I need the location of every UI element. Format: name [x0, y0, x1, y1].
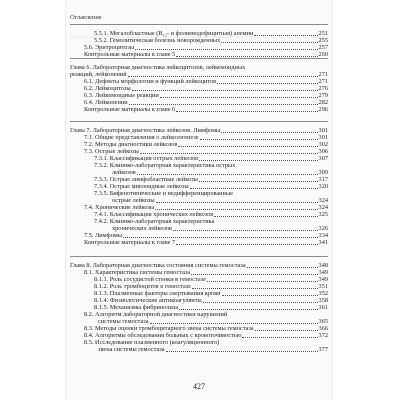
toc-page-number: 372 [318, 332, 328, 339]
toc-entry-title: 7.3.5. Бифенотипические и недифференцированные [94, 190, 233, 197]
toc-page-number: 325 [318, 211, 328, 218]
toc-entry-title: 8.3. Методы оценки тромбоцитарного звена системы гемостаза [84, 325, 254, 332]
toc-entry-title: 7.3.1. Классификация острых лейкозов [94, 155, 199, 162]
toc-entry-title: острые лейкозы [112, 197, 155, 204]
toc-page-number: 317 [318, 176, 328, 183]
toc-page-number: 348 [318, 262, 328, 269]
toc-page-number: 377 [318, 346, 328, 353]
toc-entry-title: 5.5.1. Мегалобластные (B₁₂- и фолиеводефицитная) анемии [94, 30, 254, 37]
toc-entry-title: Глава 8. Лабораторная диагностика состояния системы гемостаза [70, 262, 246, 269]
toc-page-number: 306 [318, 148, 328, 155]
toc-entry-title: 6.4. Лейкопении [84, 99, 128, 106]
toc-entry-title: 7.3.3. Острые лимфобластные лейкозы [94, 176, 198, 183]
running-head: Оглавление [70, 14, 102, 21]
toc-entry-title: Контрольные материалы к главе 5 [84, 51, 176, 58]
toc-leader-dots [166, 351, 318, 352]
toc-leader-dots [176, 56, 317, 57]
toc-entry-title: 5.6. Эритроцитозы [84, 44, 135, 51]
toc-page-number: 324 [318, 204, 328, 211]
toc-page-number: 251 [318, 30, 328, 37]
toc-entry-title: системы гемостаза [98, 318, 149, 325]
toc-page-number: 358 [318, 297, 328, 304]
toc-page-number: 320 [318, 183, 328, 190]
toc-entry-title: Контрольные материалы к главе 6 [84, 106, 176, 113]
section-rule [70, 256, 328, 257]
toc-page-number: 257 [318, 44, 328, 51]
toc-entry-title: 8.1.2. Роль тромбоцитов в гемостазе [94, 283, 192, 290]
toc-entry-title: 7.5. Лимфомы [84, 232, 122, 239]
toc-page-number: 365 [318, 318, 328, 325]
toc-entry-title: 8.1. Характеристика системы гемостаза [84, 269, 191, 276]
toc-leader-dots [176, 244, 317, 245]
toc-page-number: 301 [318, 127, 328, 134]
toc-entry-title: Глава 7. Лабораторная диагностика лейкозов. Лимфомы [70, 127, 221, 134]
toc-page-number: 302 [318, 141, 328, 148]
toc-entry-title: Контрольные материалы к главе 7 [84, 239, 176, 246]
toc-entry-title: 7.3.2. Клинико-лабораторная характеристика острых [94, 162, 236, 169]
page-number: 427 [193, 382, 205, 391]
toc-entry-title: лейкозов [112, 169, 136, 176]
toc-entry-title: 8.4. Алгоритмы обследования больных с кровоточивостью [84, 332, 242, 339]
toc-entry [70, 51, 328, 58]
header-rule [70, 24, 328, 25]
toc-page-number: 326 [318, 225, 328, 232]
toc-entry-title: Глава 6. Лабораторная диагностика лейкоцитозов, лейкемоидных [70, 64, 246, 71]
toc-entry-title: 7.4. Хронические лейкозы [84, 204, 155, 211]
toc-page-number: 361 [318, 304, 328, 311]
toc-page-number: 301 [318, 134, 328, 141]
toc-page-number: 366 [318, 325, 328, 332]
toc-leader-dots [176, 111, 317, 112]
toc-entry-title: 6.3. Лейкемоидные реакции [84, 92, 159, 99]
book-page [66, 0, 332, 400]
toc-entry-title: 8.1.5. Механизмы фибринолиза [94, 304, 179, 311]
section-rule [70, 121, 328, 122]
toc-entry-title: 8.1.4. Физиологические антикоагулянты [94, 297, 202, 304]
toc-entry [70, 239, 328, 246]
toc-entry-title: 8.2. Алгоритм лабораторной диагностики нарушений [84, 311, 228, 318]
toc-entry [70, 346, 328, 353]
toc-page-number: 271 [318, 78, 328, 85]
toc-page-number: 324 [318, 197, 328, 204]
toc-page-number: 279 [318, 92, 328, 99]
toc-page-number: 351 [318, 283, 328, 290]
toc-page-number: 307 [318, 155, 328, 162]
toc-entry-title: 7.2. Методы диагностики лейкозов [84, 141, 178, 148]
toc-page-number: 296 [318, 106, 328, 113]
toc-page-number: 309 [318, 169, 328, 176]
toc-page-number: 334 [318, 232, 328, 239]
toc-entry-title: 7.3.4. Острые миелоидные лейкозы [94, 183, 189, 190]
toc-page-number: 271 [318, 71, 328, 78]
toc-page-number: 276 [318, 85, 328, 92]
toc-entry [70, 106, 328, 113]
toc-entry-title: 6.2. Лейкоцитозы [84, 85, 131, 92]
toc-entry-title: звена системы гемостаза [98, 346, 165, 353]
toc-entry-title: 7.3. Острые лейкозы [84, 148, 139, 155]
toc-page-number: 260 [318, 51, 328, 58]
toc-entry-title: 8.1.1. Роль сосудистой стенки в гемостазе [94, 276, 206, 283]
toc-entry-title: 8.5. Исследование плазменного (коагуляционного) [84, 339, 220, 346]
toc-entry-title: реакций, лейкопений [70, 71, 127, 78]
toc-entry-title: 7.4.2. Клинико-лабораторная характеристика [94, 218, 215, 225]
toc-entry-title: 5.5.2. Гемолитическая болезнь новорожденных [94, 37, 221, 44]
toc-entry-title: 7.4.1. Классификация хронических лейкозов [94, 211, 214, 218]
toc-page-number: 282 [318, 99, 328, 106]
toc-entry-title: 6.1. Дефекты морфологии и функций лейкоцитов [84, 78, 217, 85]
toc-page-number: 341 [318, 239, 328, 246]
toc-page-number: 255 [318, 37, 328, 44]
toc-entry-title: 8.1.3. Плазменные факторы свертывания крови [94, 290, 221, 297]
toc-entry-title: 7.1. Общие представления о лейкозогенезе [84, 134, 199, 141]
toc-page-number: 349 [318, 269, 328, 276]
toc-page-number: 352 [318, 290, 328, 297]
toc-page-number: 349 [318, 276, 328, 283]
toc-entry-title: хронических лейкозов [112, 225, 173, 232]
